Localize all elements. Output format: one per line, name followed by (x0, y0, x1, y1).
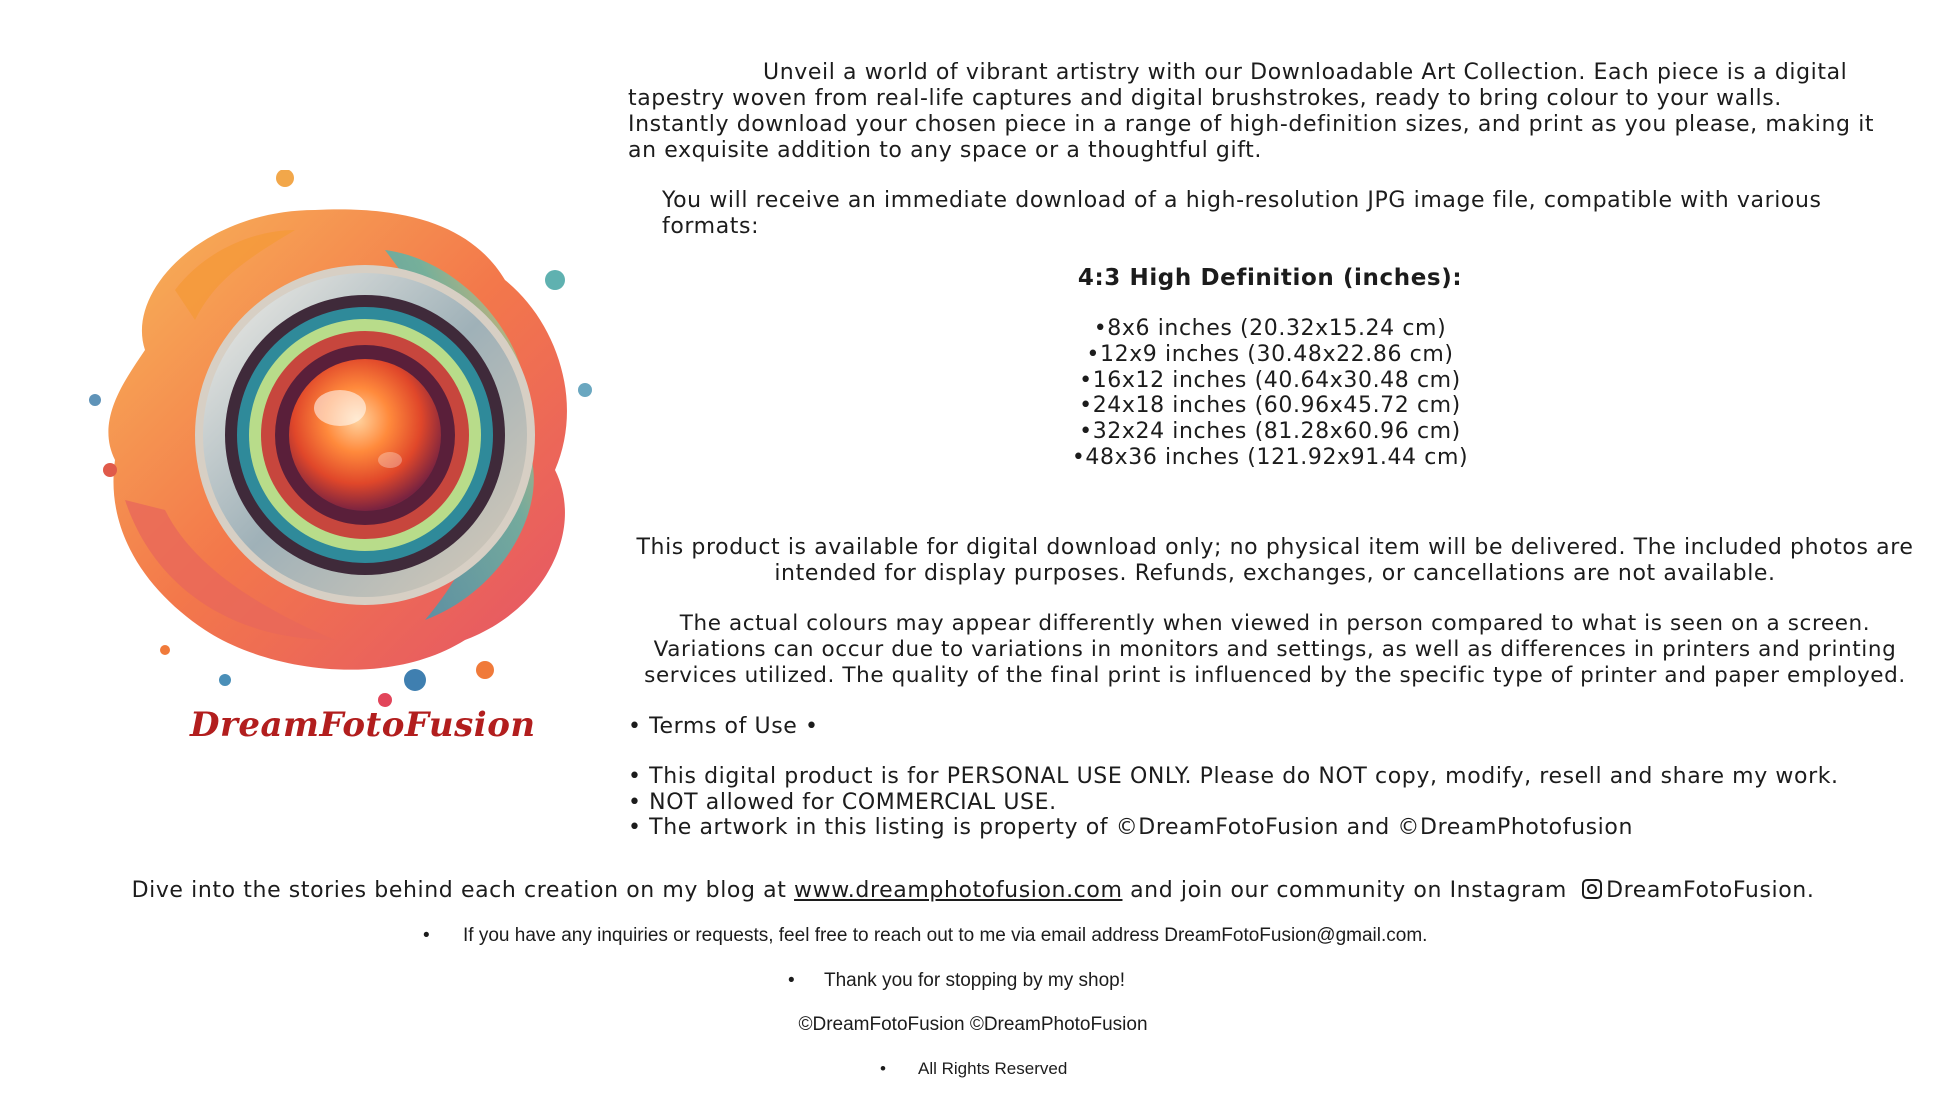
copyright-line: ©DreamFotoFusion ©DreamPhotoFusion (798, 1014, 1148, 1035)
terms-item: • The artwork in this listing is property of ©DreamFotoFusion and ©DreamPhotofusion (628, 815, 1633, 840)
terms-item: • This digital product is for PERSONAL USE ONLY. Please do NOT copy, modify, resell and share my work. (628, 764, 1839, 789)
receive-text: You will receive an immediate download of a high-resolution JPG image file, compatible with various formats: (662, 188, 1822, 239)
instagram-handle[interactable]: DreamFotoFusion. (1606, 878, 1815, 903)
blog-invite (0, 878, 1946, 903)
thanks-line (788, 970, 1125, 992)
bullet: • (423, 925, 430, 946)
terms-list (628, 764, 1839, 841)
rights-line (880, 1059, 1067, 1079)
size-item: •12x9 inches (30.48x22.86 cm) (1086, 341, 1454, 367)
bullet: • (880, 1059, 886, 1078)
size-item: •32x24 inches (81.28x60.96 cm) (1079, 419, 1461, 445)
rights-text: All Rights Reserved (918, 1059, 1068, 1078)
colour-disclaimer: The actual colours may appear differently when viewed in person compared to what is seen on a screen. Variations can occur due to variations in monitors and settings, as well as differences in printers and printing services utilized. The quality of the final print is influenced by the specific type of printer and paper employed. (644, 611, 1906, 688)
inquiries-line (423, 925, 1427, 947)
camera-lens-logo (85, 170, 645, 710)
inquiries-text: If you have any inquiries or requests, feel free to reach out to me via email address DreamFotoFusion@gmail.com. (463, 925, 1428, 946)
blog-invite-prefix: Dive into the stories behind each creation on my blog at (131, 878, 787, 903)
size-item: •48x36 inches (121.92x91.44 cm) (1071, 444, 1469, 470)
instagram-icon (1582, 879, 1602, 899)
size-item: •8x6 inches (20.32x15.24 cm) (1093, 316, 1447, 341)
sizes-list (900, 316, 1640, 471)
thanks-text: Thank you for stopping by my shop! (824, 970, 1125, 991)
blog-link[interactable]: www.dreamphotofusion.com (794, 878, 1123, 903)
size-item: •24x18 inches (60.96x45.72 cm) (1079, 393, 1461, 419)
brand-logo-text: DreamFotoFusion (190, 705, 536, 745)
digital-notice: This product is available for digital download only; no physical item will be delivered. The included photos are intended for display purposes. Refunds, exchanges, or cancellations are not available. (636, 535, 1914, 586)
blog-invite-middle: and join our community on Instagram (1130, 878, 1567, 903)
intro-text: Unveil a world of vibrant artistry with our Downloadable Art Collection. Each piece is a digital tapestry woven from real-life captures and digital brushstrokes, ready to bring colour to your walls. Instantly download your chosen piece in a range of high-definition sizes, and print as you please, making it an exquisite addition to any space or a thoughtful gift. (628, 60, 1875, 163)
terms-item: • NOT allowed for COMMERCIAL USE. (628, 789, 1057, 815)
size-item: •16x12 inches (40.64x30.48 cm) (1079, 367, 1461, 393)
sizes-title: 4:3 High Definition (inches): (1077, 265, 1463, 291)
bullet: • (788, 970, 795, 991)
intro-paragraph (628, 60, 1878, 164)
terms-heading: • Terms of Use • (628, 714, 819, 739)
